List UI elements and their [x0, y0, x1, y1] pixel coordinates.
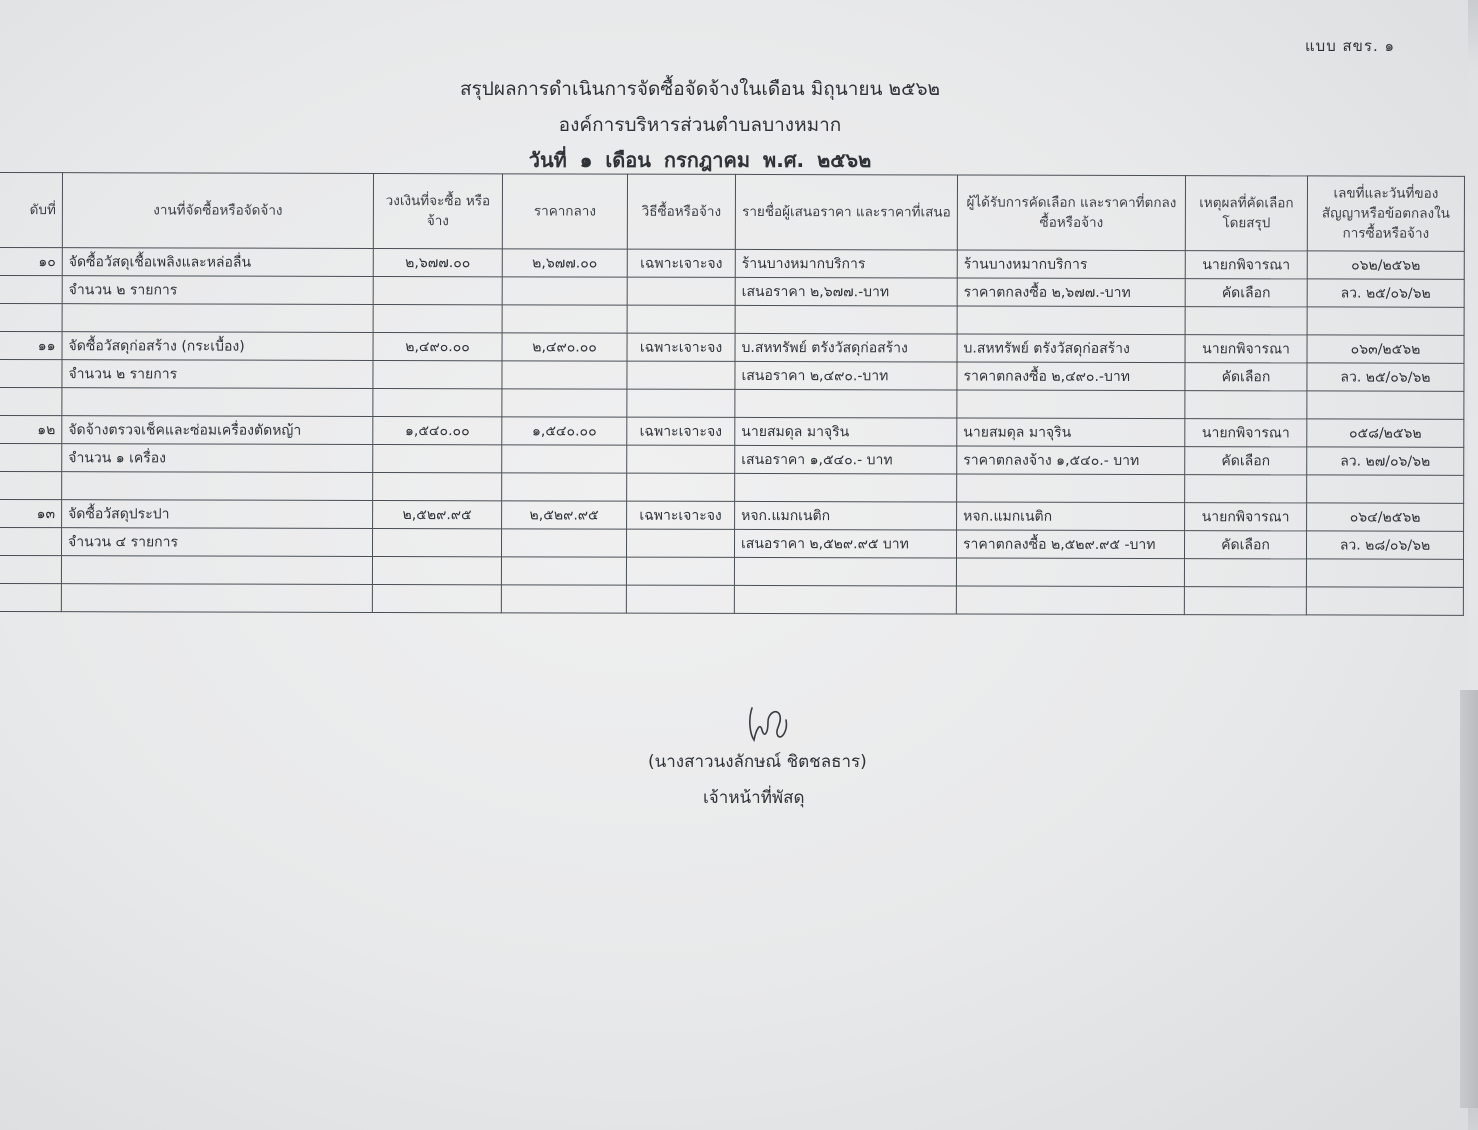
cell-method	[627, 389, 735, 417]
cell-work: จำนวน ๒ รายการ	[62, 360, 373, 389]
cell-work	[62, 388, 373, 417]
cell-selected	[957, 474, 1185, 503]
cell-contract: ๐๖๒/๒๕๖๒	[1307, 251, 1464, 279]
table-row	[0, 556, 1463, 588]
col-header-reason: เหตุผลที่คัดเลือก โดยสรุป	[1185, 176, 1307, 251]
cell-median-price: ๒,๔๙๐.๐๐	[502, 333, 627, 361]
cell-method	[627, 305, 735, 333]
cell-reason	[1185, 475, 1307, 503]
cell-median-price	[502, 389, 627, 417]
table-row	[0, 472, 1464, 504]
cell-median-price: ๒,๕๒๙.๙๕	[502, 501, 627, 529]
cell-work: จัดซื้อวัสดุก่อสร้าง (กระเบื้อง)	[62, 332, 373, 361]
cell-contract	[1306, 559, 1463, 587]
cell-budget: ๑,๕๔๐.๐๐	[373, 416, 502, 444]
cell-no	[0, 444, 62, 472]
cell-median-price	[502, 361, 627, 389]
cell-reason: นายกพิจารณา	[1185, 335, 1307, 363]
cell-work	[62, 472, 373, 501]
cell-no: ๑๑	[0, 332, 62, 360]
cell-budget	[373, 388, 502, 416]
table-row	[0, 276, 1464, 308]
cell-no: ๑๒	[0, 416, 62, 444]
cell-method: เฉพาะเจาะจง	[627, 333, 735, 361]
table-row	[0, 388, 1464, 420]
cell-method	[626, 585, 734, 613]
cell-reason: คัดเลือก	[1185, 279, 1307, 307]
cell-selected: นายสมดุล มาจุริน	[957, 418, 1185, 447]
col-header-median-price: ราคากลาง	[502, 174, 627, 249]
cell-no	[0, 556, 61, 584]
procurement-table	[0, 172, 1465, 616]
cell-selected: บ.สหทรัพย์ ตรังวัสดุก่อสร้าง	[957, 334, 1185, 363]
cell-reason	[1185, 307, 1307, 335]
cell-median-price	[501, 557, 626, 585]
col-header-selected: ผู้ได้รับการคัดเลือก และราคาที่ตกลงซื้อหรือจ้าง	[957, 175, 1185, 251]
cell-no: ๑๓	[0, 500, 62, 528]
cell-no	[0, 388, 62, 416]
cell-selected: หจก.แมกเนติก	[957, 502, 1185, 531]
cell-work	[61, 584, 372, 613]
cell-contract	[1307, 391, 1464, 419]
cell-bidder: เสนอราคา ๑,๕๔๐.- บาท	[735, 445, 957, 474]
cell-no	[0, 528, 62, 556]
table-row	[0, 444, 1464, 476]
col-header-bidders: รายชื่อผู้เสนอราคา และราคาที่เสนอ	[735, 174, 957, 250]
cell-budget: ๒,๔๙๐.๐๐	[373, 332, 502, 360]
cell-bidder	[735, 389, 957, 418]
col-header-no: ดับที่	[0, 173, 62, 248]
cell-selected	[956, 586, 1184, 615]
cell-selected	[957, 390, 1185, 419]
cell-median-price	[502, 445, 627, 473]
cell-median-price	[502, 305, 627, 333]
cell-work	[61, 556, 372, 585]
col-header-method: วิธีซื้อหรือจ้าง	[627, 174, 735, 249]
cell-budget	[373, 472, 502, 500]
cell-selected	[956, 558, 1184, 587]
cell-bidder: บ.สหทรัพย์ ตรังวัสดุก่อสร้าง	[735, 333, 957, 362]
cell-method	[627, 277, 735, 305]
cell-contract	[1307, 307, 1464, 335]
cell-budget	[373, 276, 502, 304]
cell-budget	[372, 556, 501, 584]
cell-work: จัดจ้างตรวจเช็คและซ่อมเครื่องตัดหญ้า	[62, 416, 373, 445]
cell-work: จัดซื้อวัสดุประปา	[62, 500, 373, 529]
cell-no	[0, 360, 62, 388]
cell-budget	[373, 444, 502, 472]
cell-selected: ราคาตกลงจ้าง ๑,๕๔๐.- บาท	[957, 446, 1185, 475]
cell-method	[626, 557, 734, 585]
cell-no: ๑๐	[0, 248, 62, 276]
report-title: สรุปผลการดำเนินการจัดซื้อจัดจ้างในเดือน มิถุนายน ๒๕๖๒	[459, 78, 941, 100]
cell-contract	[1307, 475, 1464, 503]
table-row	[0, 304, 1464, 336]
underlying-page-edge	[1460, 690, 1478, 1108]
cell-contract: ๐๕๘/๒๕๖๒	[1307, 419, 1464, 447]
cell-method: เฉพาะเจาะจง	[627, 501, 735, 529]
cell-reason	[1184, 587, 1306, 615]
cell-reason: คัดเลือก	[1184, 531, 1306, 559]
signatory-name: (นางสาวนงลักษณ์ ชิตชลธาร)	[648, 752, 867, 772]
cell-selected: ราคาตกลงซื้อ ๒,๔๙๐.-บาท	[957, 362, 1185, 391]
cell-bidder	[734, 557, 956, 586]
table-header-row	[0, 173, 1464, 252]
cell-reason: คัดเลือก	[1185, 447, 1307, 475]
cell-bidder: เสนอราคา ๒,๕๒๙.๙๕ บาท	[734, 529, 956, 558]
signatory-title: เจ้าหน้าที่พัสดุ	[703, 788, 805, 808]
cell-work: จำนวน ๒ รายการ	[62, 276, 373, 305]
col-header-budget: วงเงินที่จะซื้อ หรือจ้าง	[373, 173, 502, 248]
cell-method	[627, 473, 735, 501]
cell-method: เฉพาะเจาะจง	[627, 249, 735, 277]
cell-median-price	[502, 277, 627, 305]
cell-contract: ๐๖๔/๒๕๖๒	[1307, 503, 1464, 531]
cell-selected: ราคาตกลงซื้อ ๒,๖๗๗.-บาท	[957, 278, 1185, 307]
col-header-contract: เลขที่และวันที่ของ สัญญาหรือข้อตกลงใน การซื้อหรือจ้าง	[1307, 176, 1464, 251]
cell-reason	[1184, 559, 1306, 587]
cell-median-price	[501, 585, 626, 613]
cell-median-price	[501, 529, 626, 557]
cell-bidder	[734, 585, 956, 614]
cell-median-price: ๒,๖๗๗.๐๐	[502, 249, 627, 277]
cell-method: เฉพาะเจาะจง	[627, 417, 735, 445]
cell-budget	[373, 304, 502, 332]
cell-bidder	[735, 473, 957, 502]
cell-selected: ร้านบางหมากบริการ	[957, 250, 1185, 279]
cell-budget	[373, 360, 502, 388]
cell-reason: คัดเลือก	[1185, 363, 1307, 391]
form-code: แบบ สขร. ๑	[1305, 37, 1396, 55]
cell-budget	[372, 584, 501, 612]
cell-bidder: หจก.แมกเนติก	[735, 501, 957, 530]
cell-method	[626, 529, 734, 557]
cell-contract: ลว. ๒๕/๐๖/๖๒	[1307, 279, 1464, 307]
cell-budget: ๒,๖๗๗.๐๐	[373, 248, 502, 276]
cell-bidder: ร้านบางหมากบริการ	[735, 249, 957, 278]
cell-selected: ราคาตกลงซื้อ ๒,๕๒๙.๙๕ -บาท	[956, 530, 1184, 559]
cell-median-price: ๑,๕๔๐.๐๐	[502, 417, 627, 445]
cell-contract	[1306, 587, 1463, 615]
table-row	[0, 500, 1464, 532]
cell-method	[627, 361, 735, 389]
cell-bidder	[735, 305, 957, 334]
cell-no	[0, 583, 61, 611]
cell-contract: ลว. ๒๘/๐๖/๖๒	[1306, 531, 1463, 559]
organization-name: องค์การบริหารส่วนตำบลบางหมาก	[558, 114, 842, 136]
cell-median-price	[502, 473, 627, 501]
cell-contract: ลว. ๒๗/๐๖/๖๒	[1307, 447, 1464, 475]
report-date: วันที่ ๑ เดือน กรกฎาคม พ.ศ. ๒๕๖๒	[528, 148, 872, 172]
cell-work: จำนวน ๑ เครื่อง	[62, 444, 373, 473]
table-row	[0, 416, 1464, 448]
cell-work: จัดซื้อวัสดุเชื้อเพลิงและหล่อลื่น	[62, 248, 373, 277]
cell-work: จำนวน ๔ รายการ	[61, 528, 372, 557]
cell-contract: ๐๖๓/๒๕๖๒	[1307, 335, 1464, 363]
table-row	[0, 528, 1464, 560]
cell-reason: นายกพิจารณา	[1185, 419, 1307, 447]
table-row	[0, 360, 1464, 392]
cell-reason: นายกพิจารณา	[1185, 251, 1307, 279]
cell-bidder: เสนอราคา ๒,๖๗๗.-บาท	[735, 277, 957, 306]
table-body	[0, 248, 1464, 616]
cell-work	[62, 304, 373, 333]
col-header-work: งานที่จัดซื้อหรือจัดจ้าง	[62, 173, 373, 249]
cell-no	[0, 472, 62, 500]
cell-selected	[957, 306, 1185, 335]
cell-no	[0, 304, 62, 332]
table-row	[0, 583, 1463, 615]
table-row	[0, 332, 1464, 364]
cell-reason: นายกพิจารณา	[1185, 503, 1307, 531]
table-row	[0, 248, 1464, 280]
cell-contract: ลว. ๒๕/๐๖/๖๒	[1307, 363, 1464, 391]
cell-bidder: นายสมดุล มาจุริน	[735, 417, 957, 446]
cell-reason	[1185, 391, 1307, 419]
signature-image	[738, 700, 798, 746]
cell-no	[0, 276, 62, 304]
cell-budget	[372, 528, 501, 556]
cell-budget: ๒,๕๒๙.๙๕	[373, 500, 502, 528]
cell-method	[627, 445, 735, 473]
cell-bidder: เสนอราคา ๒,๔๙๐.-บาท	[735, 361, 957, 390]
